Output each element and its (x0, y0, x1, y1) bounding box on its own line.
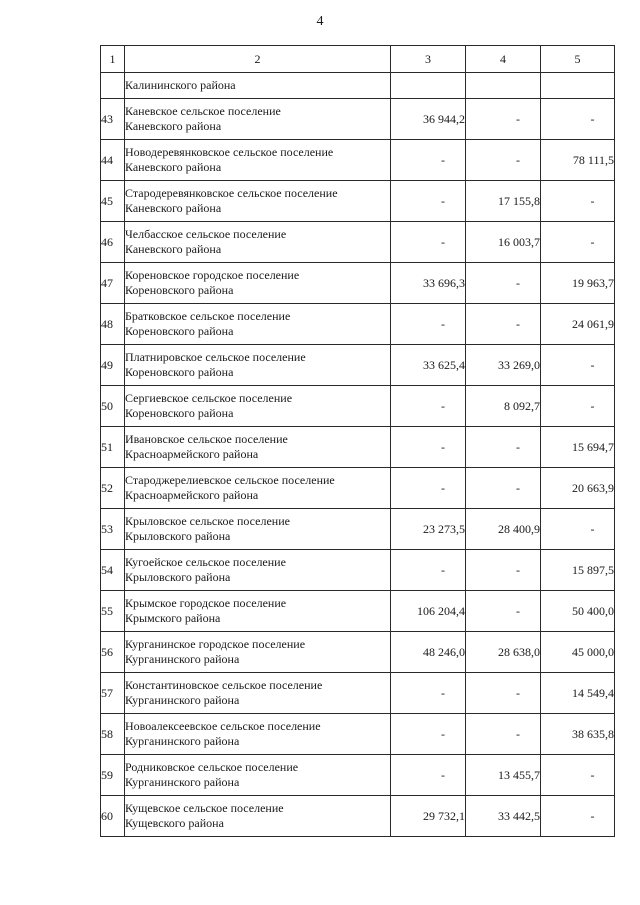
value-col-3: - (391, 673, 466, 714)
row-number: 50 (101, 386, 125, 427)
settlement-name (125, 796, 391, 837)
value-col-4: - (466, 304, 541, 345)
value-col-3: - (391, 550, 466, 591)
value-col-5: - (541, 796, 615, 837)
value-col-5: 19 963,7 (541, 263, 615, 304)
table-row (101, 222, 615, 263)
settlement-name-line2: Каневского района (125, 160, 222, 174)
row-number: 59 (101, 755, 125, 796)
row-number: 53 (101, 509, 125, 550)
settlement-name (125, 755, 391, 796)
value-col-4: - (466, 714, 541, 755)
value-col-5: - (541, 222, 615, 263)
value-col-4: - (466, 550, 541, 591)
value-col-5: - (541, 345, 615, 386)
settlement-name (125, 550, 391, 591)
settlement-name-line1: Кореновское городское поселение (125, 268, 300, 282)
settlement-name-line1: Кугоейское сельское поселение (125, 555, 286, 569)
value-col-3: - (391, 304, 466, 345)
value-col-3: - (391, 222, 466, 263)
row-number: 51 (101, 427, 125, 468)
settlement-name (125, 222, 391, 263)
settlement-name (125, 714, 391, 755)
settlement-name-line1: Братковское сельское поселение (125, 309, 291, 323)
value-col-5: - (541, 386, 615, 427)
value-col-3: 23 273,5 (391, 509, 466, 550)
data-table (100, 45, 615, 837)
value-col-5: 45 000,0 (541, 632, 615, 673)
settlement-name-line1: Крымское городское поселение (125, 596, 287, 610)
value-col-4: 13 455,7 (466, 755, 541, 796)
value-col-3: - (391, 386, 466, 427)
continuation-row (101, 73, 615, 99)
row-number: 54 (101, 550, 125, 591)
table-row (101, 304, 615, 345)
settlement-name-line2: Каневского района (125, 119, 222, 133)
row-number: 58 (101, 714, 125, 755)
column-header-4: 4 (466, 46, 541, 73)
table-row (101, 99, 615, 140)
value-col-3: - (391, 468, 466, 509)
value-col-3: - (391, 181, 466, 222)
settlement-name-line1: Челбасское сельское поселение (125, 227, 287, 241)
column-header-2: 2 (125, 46, 391, 73)
settlement-name (125, 304, 391, 345)
value-col-4: - (466, 468, 541, 509)
settlement-name-line2: Курганинского района (125, 775, 240, 789)
value-col-3: - (391, 755, 466, 796)
settlement-name-line1: Константиновское сельское поселение (125, 678, 323, 692)
value-col-4: - (466, 673, 541, 714)
row-number: 45 (101, 181, 125, 222)
value-col-4: - (466, 263, 541, 304)
table-row (101, 714, 615, 755)
table-row (101, 427, 615, 468)
page-number: 4 (316, 14, 324, 29)
settlement-name-line1: Ивановское сельское поселение (125, 432, 288, 446)
value-col-5: - (541, 755, 615, 796)
value-col-4: - (466, 99, 541, 140)
value-col-3: 36 944,2 (391, 99, 466, 140)
row-number: 49 (101, 345, 125, 386)
settlement-name (125, 345, 391, 386)
table-row (101, 345, 615, 386)
settlement-name (125, 386, 391, 427)
value-col-3: 33 696,3 (391, 263, 466, 304)
value-col-5: 78 111,5 (541, 140, 615, 181)
settlement-name-line2: Красноармейского района (125, 447, 259, 461)
settlement-name-line2: Кореновского района (125, 406, 234, 420)
row-number: 60 (101, 796, 125, 837)
value-col-4: 28 638,0 (466, 632, 541, 673)
value-col-3: 33 625,4 (391, 345, 466, 386)
table-row (101, 673, 615, 714)
settlement-name-line1: Кущевское сельское поселение (125, 801, 284, 815)
row-number: 47 (101, 263, 125, 304)
settlement-name-line1: Стародеревянковское сельское поселение (125, 186, 338, 200)
value-col-3: 29 732,1 (391, 796, 466, 837)
value-col-5: - (541, 181, 615, 222)
row-number: 56 (101, 632, 125, 673)
empty-cell (466, 73, 541, 99)
settlement-name-line1: Каневское сельское поселение (125, 104, 281, 118)
value-col-4: 16 003,7 (466, 222, 541, 263)
settlement-name-line2: Каневского района (125, 201, 222, 215)
value-col-5: 20 663,9 (541, 468, 615, 509)
settlement-name-line2: Крымского района (125, 611, 221, 625)
column-header-5: 5 (541, 46, 615, 73)
settlement-name-line1: Новоалексеевское сельское поселение (125, 719, 321, 733)
settlement-name-line2: Курганинского района (125, 734, 240, 748)
settlement-name-line1: Сергиевское сельское поселение (125, 391, 293, 405)
value-col-4: 28 400,9 (466, 509, 541, 550)
settlement-name (125, 99, 391, 140)
value-col-3: - (391, 427, 466, 468)
row-number: 55 (101, 591, 125, 632)
settlement-name-line2: Курганинского района (125, 693, 240, 707)
row-number: 43 (101, 99, 125, 140)
value-col-4: - (466, 591, 541, 632)
value-col-5: 38 635,8 (541, 714, 615, 755)
table-row (101, 181, 615, 222)
column-header-1: 1 (101, 46, 125, 73)
value-col-5: - (541, 509, 615, 550)
value-col-5: 50 400,0 (541, 591, 615, 632)
settlement-name-line2: Каневского района (125, 242, 222, 256)
table-row (101, 509, 615, 550)
table-row (101, 632, 615, 673)
settlement-name (125, 468, 391, 509)
value-col-4: 33 269,0 (466, 345, 541, 386)
table-row (101, 386, 615, 427)
empty-cell (541, 73, 615, 99)
settlement-name-line1: Крыловское сельское поселение (125, 514, 290, 528)
value-col-5: 14 549,4 (541, 673, 615, 714)
value-col-5: - (541, 99, 615, 140)
table-row (101, 263, 615, 304)
settlement-name (125, 591, 391, 632)
table-row (101, 140, 615, 181)
value-col-5: 24 061,9 (541, 304, 615, 345)
settlement-name (125, 509, 391, 550)
row-number: 48 (101, 304, 125, 345)
empty-cell (391, 73, 466, 99)
row-number: 52 (101, 468, 125, 509)
settlement-name-line2: Кореновского района (125, 283, 234, 297)
value-col-4: - (466, 427, 541, 468)
settlement-name (125, 673, 391, 714)
value-col-4: - (466, 140, 541, 181)
value-col-3: 106 204,4 (391, 591, 466, 632)
value-col-5: 15 897,5 (541, 550, 615, 591)
settlement-name (125, 427, 391, 468)
row-number: 46 (101, 222, 125, 263)
value-col-3: - (391, 140, 466, 181)
value-col-4: 8 092,7 (466, 386, 541, 427)
value-col-5: 15 694,7 (541, 427, 615, 468)
settlement-name-line2: Крыловского района (125, 570, 231, 584)
value-col-4: 17 155,8 (466, 181, 541, 222)
row-number: 57 (101, 673, 125, 714)
settlement-name (125, 632, 391, 673)
settlement-name-line1: Староджерелиевское сельское поселение (125, 473, 335, 487)
value-col-3: - (391, 714, 466, 755)
settlement-name-line1: Платнировское сельское поселение (125, 350, 306, 364)
table-row (101, 591, 615, 632)
settlement-name-line2: Кореновского района (125, 365, 234, 379)
value-col-3: 48 246,0 (391, 632, 466, 673)
settlement-name-line1: Курганинское городское поселение (125, 637, 306, 651)
settlement-name-line2: Курганинского района (125, 652, 240, 666)
settlement-name-line2: Кореновского района (125, 324, 234, 338)
continuation-text: Калининского района (125, 73, 391, 99)
settlement-name-line2: Красноармейского района (125, 488, 259, 502)
settlement-name-line1: Родниковское сельское поселение (125, 760, 299, 774)
table-row (101, 550, 615, 591)
row-number: 44 (101, 140, 125, 181)
settlement-name (125, 181, 391, 222)
settlement-name-line2: Крыловского района (125, 529, 231, 543)
settlement-name (125, 140, 391, 181)
column-header-3: 3 (391, 46, 466, 73)
table-header-row (101, 46, 615, 73)
empty-cell (101, 73, 125, 99)
settlement-name-line2: Кущевского района (125, 816, 224, 830)
table-row (101, 755, 615, 796)
table-row (101, 468, 615, 509)
settlement-name-line1: Новодеревянковское сельское поселение (125, 145, 334, 159)
value-col-4: 33 442,5 (466, 796, 541, 837)
table-row (101, 796, 615, 837)
settlement-name (125, 263, 391, 304)
